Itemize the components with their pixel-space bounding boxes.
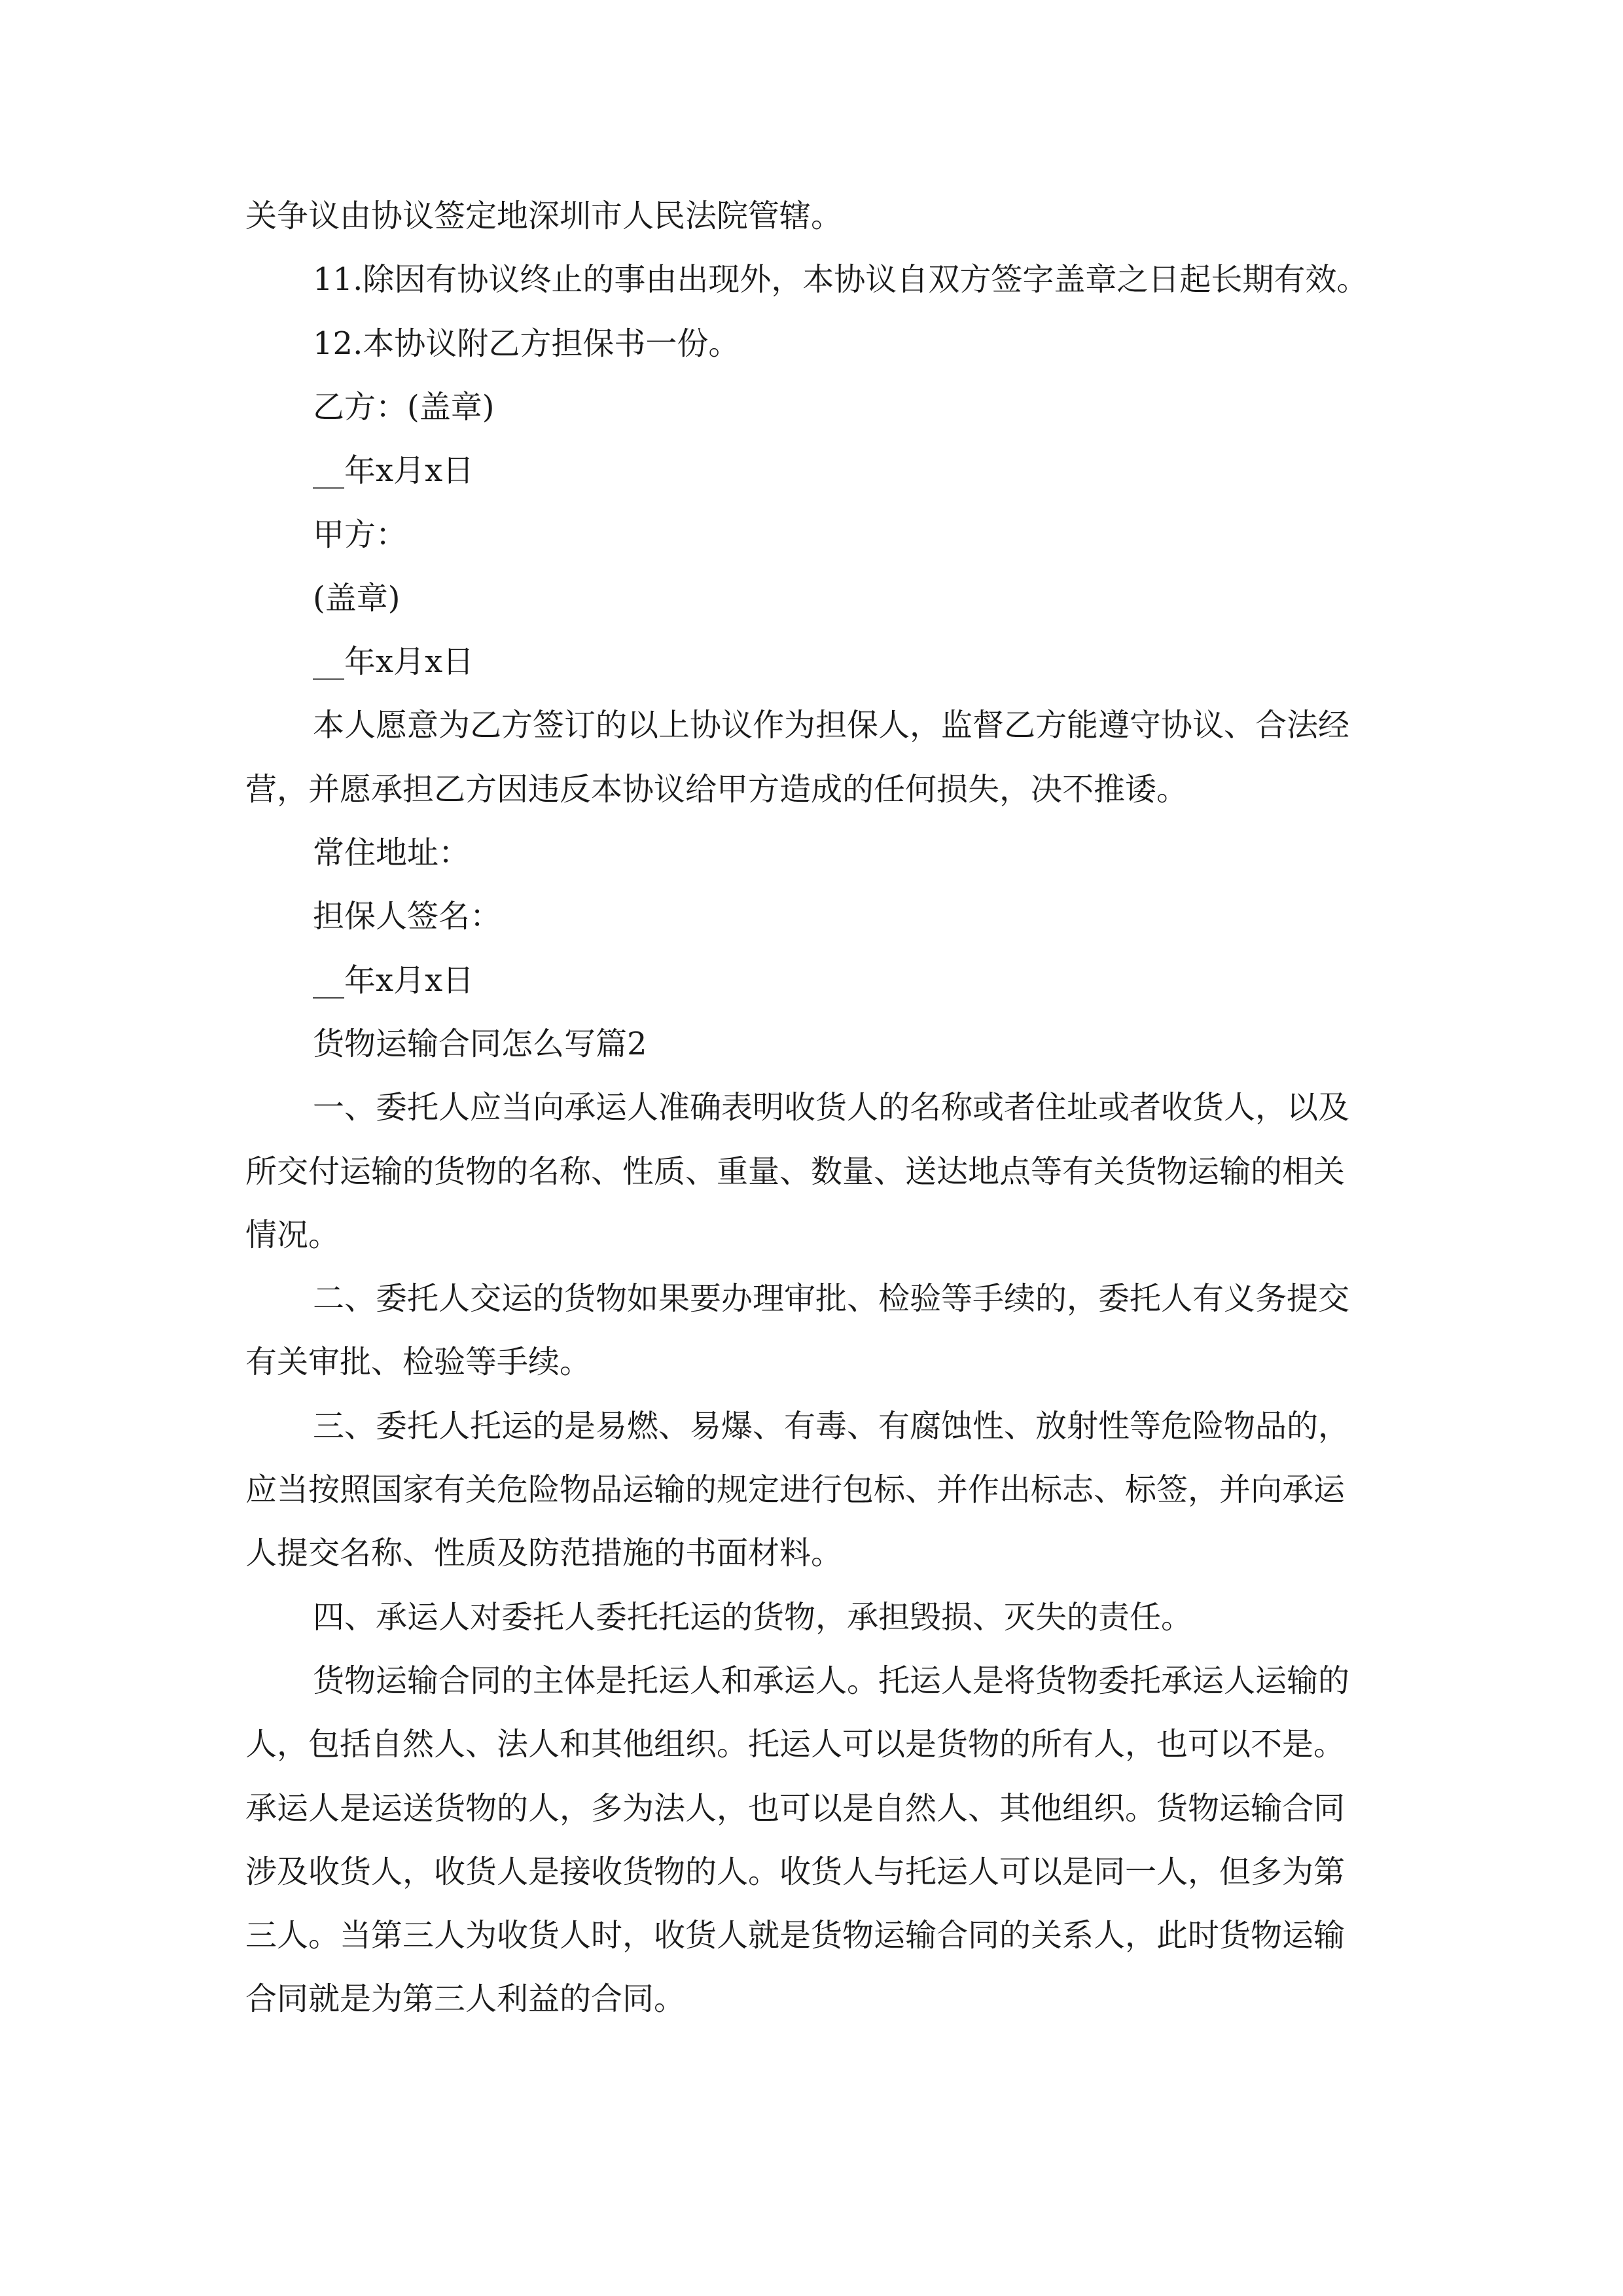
text-line: 四、承运人对委托人委托托运的货物，承担毁损、灭失的责任。: [313, 1599, 1193, 1636]
text-line: 货物运输合同的主体是托运人和承运人。托运人是将货物委托承运人运输的: [313, 1662, 1350, 1699]
text-line: 应当按照国家有关危险物品运输的规定进行包标、并作出标志、标签，并向承运: [245, 1471, 1346, 1508]
text-line: 关争议由协议签定地深圳市人民法院管辖。: [245, 198, 843, 234]
text-line: 营，并愿承担乙方因违反本协议给甲方造成的任何损失，决不推诿。: [245, 771, 1188, 808]
text-line: 三、委托人托运的是易燃、易爆、有毒、有腐蚀性、放射性等危险物品的，: [313, 1408, 1350, 1444]
text-line: 合同就是为第三人利益的合同。: [245, 1981, 686, 2017]
text-line: 一、委托人应当向承运人准确表明收货人的名称或者住址或者收货人，以及: [313, 1089, 1350, 1126]
text-line: 所交付运输的货物的名称、性质、重量、数量、送达地点等有关货物运输的相关: [245, 1153, 1346, 1190]
section-heading: 货物运输合同怎么写篇2: [313, 1026, 647, 1062]
text-line: 本人愿意为乙方签订的以上协议作为担保人，监督乙方能遵守协议、合法经: [313, 707, 1350, 744]
text-line: 三人。当第三人为收货人时，收货人就是货物运输合同的关系人，此时货物运输: [245, 1917, 1346, 1954]
text-line: 有关审批、检验等手续。: [245, 1344, 592, 1380]
text-line: 担保人签名：: [313, 898, 502, 935]
text-line: 承运人是运送货物的人，多为法人，也可以是自然人、其他组织。货物运输合同: [245, 1790, 1346, 1827]
text-line: 11.除因有协议终止的事由出现外，本协议自双方签字盖章之日起长期有效。: [313, 261, 1368, 298]
text-line: 12.本协议附乙方担保书一份。: [313, 325, 740, 362]
text-line: (盖章): [313, 580, 401, 617]
text-line: 二、委托人交运的货物如果要办理审批、检验等手续的，委托人有义务提交: [313, 1280, 1350, 1317]
text-line: 情况。: [245, 1217, 340, 1253]
text-line: 人，包括自然人、法人和其他组织。托运人可以是货物的所有人，也可以不是。: [245, 1726, 1346, 1763]
text-line: __年x月x日: [313, 452, 474, 489]
text-line: 涉及收货人，收货人是接收货物的人。收货人与托运人可以是同一人，但多为第: [245, 1854, 1346, 1890]
text-line: __年x月x日: [313, 962, 474, 999]
text-line: __年x月x日: [313, 643, 474, 680]
text-line: 乙方：(盖章): [313, 389, 495, 425]
text-line: 常住地址：: [313, 834, 471, 871]
text-line: 人提交名称、性质及防范措施的书面材料。: [245, 1535, 843, 1571]
text-line: 甲方：: [313, 516, 408, 553]
